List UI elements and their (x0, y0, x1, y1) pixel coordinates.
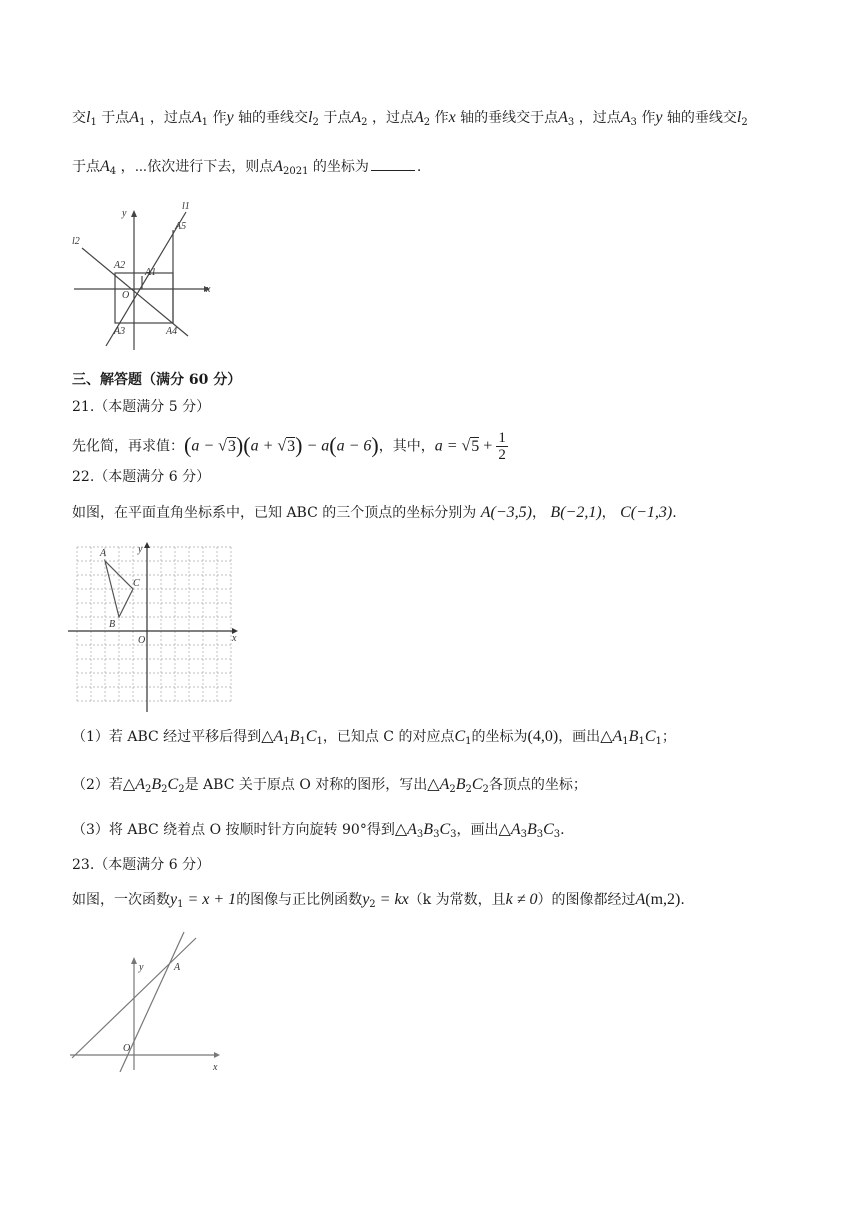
problem23-figure (68, 930, 228, 1072)
fig20-label-a3: A3 (114, 326, 126, 337)
fig22-label-c: C (133, 578, 140, 589)
fig22-label-o: O (138, 635, 146, 646)
fig22-label-x: x (232, 633, 237, 644)
problem22-header: 22.（本题满分 6 分） (72, 469, 211, 485)
problem20-figure (70, 198, 220, 353)
fig23-label-x: x (213, 1062, 218, 1072)
fig20-label-x: x (206, 284, 211, 295)
problem22-q2: （2）若$\triangle A_2B_2C_2$是 ABC 关于原点 O 对称的图形，写出$\triangle A_2B_2C_2$各顶点的坐标； (72, 776, 587, 795)
fig22-label-a: A (100, 548, 107, 559)
problem23-header: 23.（本题满分 6 分） (72, 857, 211, 873)
problem20-line1: 交$l_1$ 于点$A_1$ ，过点$A_1$ 作y 轴的垂线交$l_2$ 于点$A_2$ ，过点$A_2$ 作x 轴的垂线交于点$A_3$ ，过点$A_3$ 作y 轴的垂线交$l_2$ (72, 109, 748, 128)
fig22-label-y: y (138, 544, 143, 555)
fig20-label-a4: A4 (166, 326, 178, 337)
fig20-label-a5: A5 (175, 221, 187, 232)
section-title: 三、解答题（满分 60 分） (72, 372, 242, 388)
problem22-q1: （1）若 ABC 经过平移后得到$\triangle A_1B_1C_1$，已知点 C 的对应点$C_1$的坐标为(4,0)，画出$\triangle A_1B_1C_1$； (72, 728, 676, 747)
fig20-label-a2: A2 (114, 260, 126, 271)
problem21-header: 21.（本题满分 5 分） (72, 399, 211, 415)
problem22-grid-figure (68, 540, 244, 712)
fig22-label-b: B (109, 619, 116, 630)
fraction-half: $\frac{1}{2}$ (498, 430, 506, 463)
problem22-q3: （3）将 ABC 绕着点 O 按顺时针方向旋转 90°得到$\triangle A_3B_3C_3$，画出$\triangle A_3B_3C_3$. (72, 821, 565, 840)
fig23-label-y: y (139, 962, 144, 973)
fig23-label-a: A (174, 962, 181, 973)
fig20-label-y: y (122, 208, 127, 219)
answer-blank (371, 156, 415, 171)
fig20-label-l1: l1 (182, 201, 190, 212)
problem21-body: 先化简，再求值：(a − √3)(a + √3) − a(a − 6)，其中，a = √5 + $\frac{1}{2}$ (72, 430, 506, 463)
fig23-label-o: O (123, 1043, 131, 1054)
fig20-label-a1: A1 (145, 267, 157, 278)
problem20-line2: 于点$A_4$ ，⋯依次进行下去，则点$A_{2021}$ 的坐标为 . (72, 158, 422, 177)
problem22-intro: 如图，在平面直角坐标系中，已知 ABC 的三个顶点的坐标分别为 A(−3,5)， B(−2,1)， C(−1,3). (72, 504, 677, 521)
fig20-label-o: O (122, 290, 130, 301)
problem23-body: 如图，一次函数$y_1 = x + 1$的图像与正比例函数$y_2 = kx(k$ 为常数，且k ≠ 0）的图像都经过A(m,2). (72, 891, 685, 910)
fig20-label-l2: l2 (72, 236, 80, 247)
